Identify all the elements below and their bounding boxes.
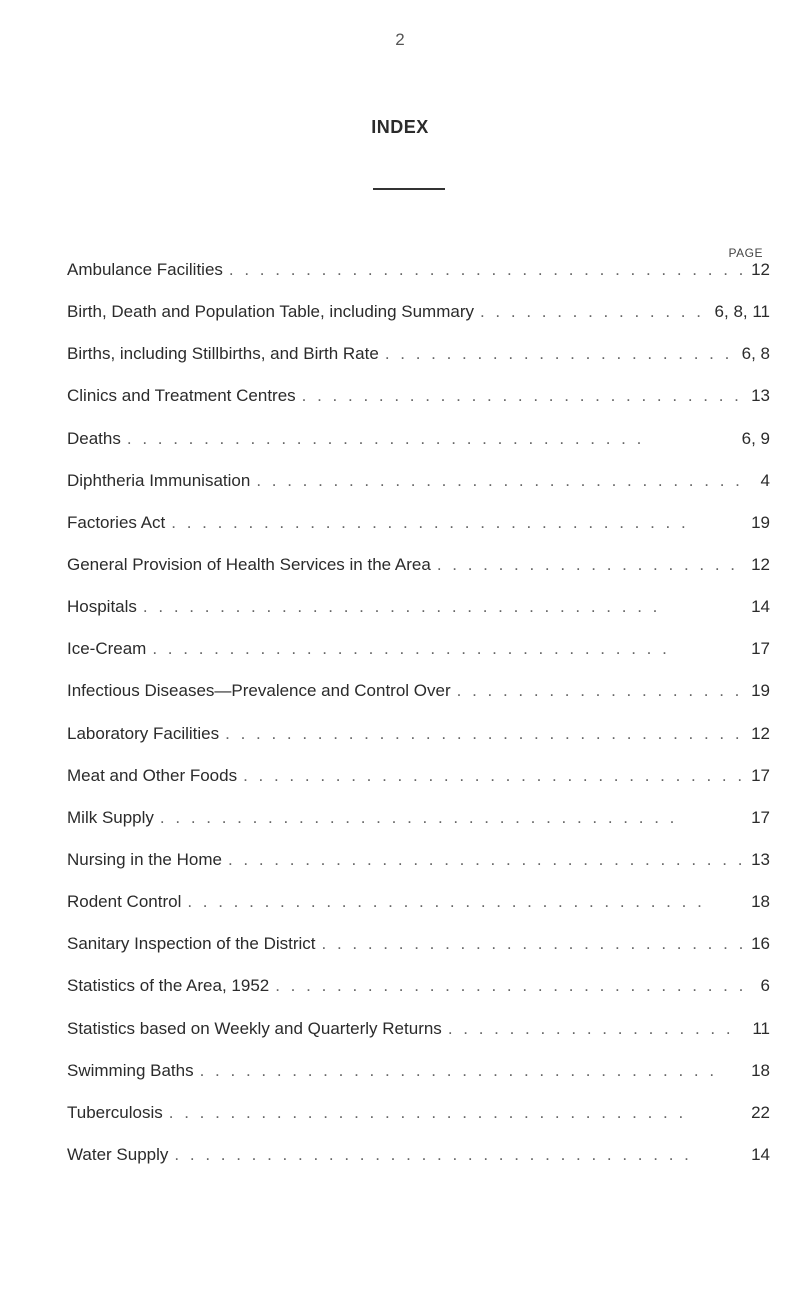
index-entry xyxy=(67,511,770,553)
dot-leader xyxy=(322,932,742,956)
index-entry-label: Sanitary Inspection of the District xyxy=(67,934,316,954)
index-entry-label: Statistics based on Weekly and Quarterly Returns xyxy=(67,1018,442,1038)
index-entry-page: 6 xyxy=(760,976,770,996)
index-entry-label: Statistics of the Area, 1952 xyxy=(67,976,270,996)
index-entry-label: Milk Supply xyxy=(67,807,154,827)
index-entry-label: Ice-Cream xyxy=(67,639,147,659)
dot-leader xyxy=(385,342,736,366)
index-entry-label: Rodent Control xyxy=(67,892,182,912)
index-entry-label: General Provision of Health Services in the Area xyxy=(67,554,431,574)
index-entry-page: 22 xyxy=(751,1102,770,1122)
index-entry xyxy=(67,427,770,469)
page-column-label: PAGE xyxy=(728,246,763,260)
dot-leader xyxy=(302,384,742,408)
dot-leader xyxy=(152,637,742,661)
dot-leader xyxy=(200,1059,742,1083)
index-entry-label: Deaths xyxy=(67,428,121,448)
index-entry xyxy=(67,553,770,595)
index-entry-page: 17 xyxy=(751,765,770,785)
index-entry xyxy=(67,806,770,848)
dot-leader xyxy=(243,764,742,788)
dot-leader xyxy=(225,722,742,746)
index-entry-label: Birth, Death and Population Table, including Summary xyxy=(67,302,474,322)
index-entry-page: 14 xyxy=(751,1144,770,1164)
index-entry-label: Diphtheria Immunisation xyxy=(67,470,251,490)
index-entry-page: 14 xyxy=(751,597,770,617)
dot-leader xyxy=(437,553,742,577)
index-entry-page: 17 xyxy=(751,807,770,827)
dot-leader xyxy=(160,806,742,830)
index-entry xyxy=(67,342,770,384)
index-entry-label: Laboratory Facilities xyxy=(67,723,220,743)
index-list xyxy=(67,258,770,1185)
index-entry xyxy=(67,1017,770,1059)
dot-leader xyxy=(143,595,742,619)
index-entry xyxy=(67,637,770,679)
index-entry-label: Water Supply xyxy=(67,1144,169,1164)
index-entry-label: Nursing in the Home xyxy=(67,849,222,869)
dot-leader xyxy=(169,1101,742,1125)
index-entry xyxy=(67,932,770,974)
index-entry xyxy=(67,595,770,637)
index-entry xyxy=(67,848,770,890)
dot-leader xyxy=(174,1143,742,1167)
index-entry-page: 12 xyxy=(751,723,770,743)
index-entry xyxy=(67,258,770,300)
index-entry-page: 16 xyxy=(751,934,770,954)
index-entry-page: 6, 8 xyxy=(741,344,770,364)
index-entry-page: 18 xyxy=(751,892,770,912)
index-entry-page: 6, 8, 11 xyxy=(714,302,770,322)
index-entry-label: Tuberculosis xyxy=(67,1102,163,1122)
index-entry-label: Meat and Other Foods xyxy=(67,765,238,785)
dot-leader xyxy=(229,258,742,282)
index-entry-label: Ambulance Facilities xyxy=(67,260,223,279)
index-entry xyxy=(67,300,770,342)
dot-leader xyxy=(171,511,742,535)
index-entry xyxy=(67,890,770,932)
index-entry-page: 18 xyxy=(751,1060,770,1080)
index-entry-page: 4 xyxy=(760,470,770,490)
index-entry-page: 6, 9 xyxy=(741,428,770,448)
dot-leader xyxy=(228,848,742,872)
index-entry-label: Clinics and Treatment Centres xyxy=(67,386,296,406)
index-entry xyxy=(67,679,770,721)
title-divider xyxy=(373,188,445,190)
dot-leader xyxy=(256,469,742,493)
index-entry-page: 12 xyxy=(751,260,770,279)
index-entry-page: 12 xyxy=(751,554,770,574)
index-entry xyxy=(67,1059,770,1101)
index-entry xyxy=(67,469,770,511)
dot-leader xyxy=(187,890,742,914)
index-entry-page: 19 xyxy=(751,681,770,701)
index-entry-page: 13 xyxy=(751,849,770,869)
dot-leader xyxy=(480,300,709,324)
index-entry-label: Factories Act xyxy=(67,512,166,532)
dot-leader xyxy=(275,974,742,998)
page-title: INDEX xyxy=(371,117,429,137)
index-entry xyxy=(67,384,770,426)
index-entry-page: 17 xyxy=(751,639,770,659)
index-entry xyxy=(67,722,770,764)
index-entry-label: Hospitals xyxy=(67,597,137,617)
index-entry xyxy=(67,764,770,806)
index-entry-label: Births, including Stillbirths, and Birth Rate xyxy=(67,344,379,364)
index-entry xyxy=(67,1101,770,1143)
dot-leader xyxy=(127,427,736,451)
dot-leader xyxy=(448,1017,742,1041)
index-entry-page: 19 xyxy=(751,512,770,532)
index-entry-label: Infectious Diseases—Prevalence and Control Over xyxy=(67,681,451,701)
index-entry-label: Swimming Baths xyxy=(67,1060,194,1080)
index-entry xyxy=(67,1143,770,1185)
index-entry-page: 11 xyxy=(752,1018,770,1038)
dot-leader xyxy=(457,679,742,703)
index-entry-page: 13 xyxy=(751,386,770,406)
page-number: 2 xyxy=(395,30,405,49)
index-entry xyxy=(67,974,770,1016)
